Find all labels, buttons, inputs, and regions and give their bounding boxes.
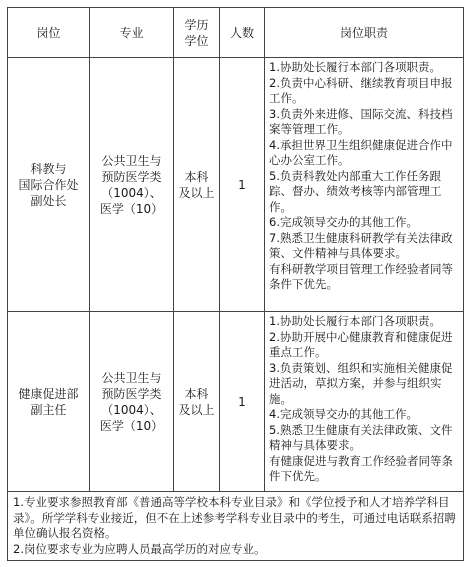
duty-item: 6.完成领导交办的其他工作。	[269, 215, 418, 229]
duty-item: 3.负责策划、组织和实施相关健康促进活动，草拟方案，并参与组织实施。	[269, 360, 453, 406]
count-cell: 1	[220, 58, 265, 312]
duty-item: 5.负责科教处内部重大工作任务跟踪、督办、绩效考核等内部管理工作。	[269, 168, 442, 214]
notes-row	[8, 492, 464, 561]
position-cell: 健康促进部 副主任	[8, 312, 90, 492]
education-cell: 本科 及以上	[174, 312, 220, 492]
header-count: 人数	[220, 8, 265, 58]
header-duties: 岗位职责	[265, 8, 464, 58]
notes-cell	[8, 492, 464, 561]
major-cell: 公共卫生与 预防医学类 （1004）、 医学（10）	[90, 312, 174, 492]
duty-item: 1.协助处长履行本部门各项职责。	[269, 60, 441, 74]
duty-item: 4.承担世界卫生组织健康促进合作中心办公室工作。	[269, 137, 453, 167]
duties-cell	[265, 58, 464, 312]
count-cell: 1	[220, 312, 265, 492]
note-item: 1.专业要求参照教育部《普通高等学校本科专业目录》和《学位授予和人才培养学科目录》。所学学科专业接近，但不在上述参考学科专业目录中的考生，可通过电话联系招聘单位确认报名资格。	[13, 495, 456, 540]
job-table-container	[7, 7, 464, 561]
major-cell: 公共卫生与 预防医学类 （1004）、 医学（10）	[90, 58, 174, 312]
duty-item: 1.协助处长履行本部门各项职责。	[269, 314, 441, 328]
table-row	[8, 58, 464, 312]
duty-item: 有科研教学项目管理工作经验者同等条件下优先。	[269, 261, 453, 291]
duties-cell	[265, 312, 464, 492]
header-major: 专业	[90, 8, 174, 58]
duty-item: 2.协助开展中心健康教育和健康促进重点工作。	[269, 329, 453, 359]
header-position: 岗位	[8, 8, 90, 58]
header-row	[8, 8, 464, 58]
note-item: 2.岗位要求专业为应聘人员最高学历的对应专业。	[13, 541, 266, 556]
duty-item: 7.熟悉卫生健康科研教学有关法律政策、文件精神与具体要求。	[269, 230, 453, 260]
duty-item: 5.熟悉卫生健康有关法律政策、文件精神与具体要求。	[269, 422, 453, 452]
education-cell: 本科 及以上	[174, 58, 220, 312]
duty-item: 4.完成领导交办的其他工作。	[269, 407, 418, 421]
header-education: 学历 学位	[174, 8, 220, 58]
duty-item: 2.负责中心科研、继续教育项目申报工作。	[269, 75, 453, 105]
job-table	[7, 7, 464, 561]
duty-item: 3.负责外来进修、国际交流、科技档案等管理工作。	[269, 106, 453, 136]
duty-item: 有健康促进与教育工作经验者同等条件下优先。	[269, 453, 453, 483]
table-row	[8, 312, 464, 492]
position-cell: 科教与 国际合作处 副处长	[8, 58, 90, 312]
